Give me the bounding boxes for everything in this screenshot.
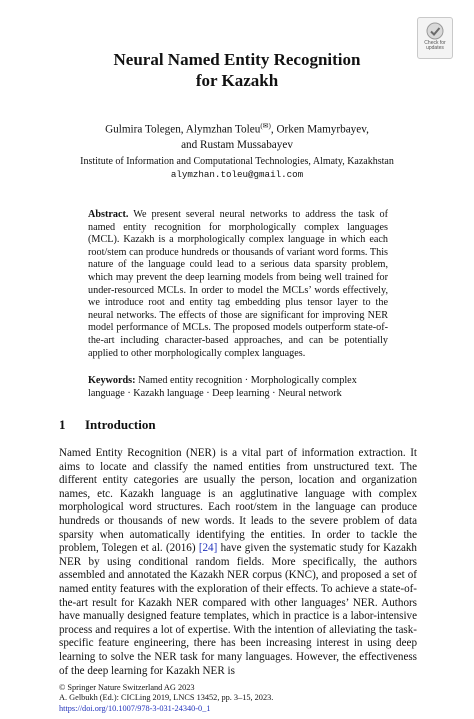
intro-text-1: Named Entity Recognition (NER) is a vital part of information extraction. It aims to locate and classify the named entities from unstructured text. The different entity categories are usually the person, location and organization names, etc. Kazakh language is an agglutinative language with complex morphological word structures. Each root/stem in the language can produce hundreds or thousands of new words. It leads to the severe problem of data sparsity when automatically identifying the entities. In order to tackle the problem, Tolegen et al. (2016) [59, 447, 417, 555]
check-for-updates-icon [425, 21, 445, 41]
paper-title [40, 49, 434, 91]
title-line-1: Neural Named Entity Recognition [113, 50, 361, 69]
author-email[interactable]: alymzhan.toleu@gmail.com [170, 169, 304, 180]
title-line-2: for Kazakh [195, 71, 279, 90]
copyright-line: © Springer Nature Switzerland AG 2023 [59, 683, 195, 692]
intro-text-2: have given the systematic study for Kazakh NER by using conditional random fields. More specifically, the authors assembled and annotated the Kazakh NER corpus (KNC), and proposed a set of named entity features with the exploration of their effects. To achieve a state-of-the-art result for Kazakh NER compared with other languages’ NER. Authors have manually designed feature templates, which in practice is a labor-intensive process and requires a lot of expertise. With the intention of alleviating the task-specific feature engineering, there has been increasing interest in using deep learning to solve the NER task for many languages. However, the effectiveness of the deep learning for Kazakh NER is [59, 542, 417, 677]
keywords-label: Keywords: [88, 375, 136, 386]
authors-names-b: , Orken Mamyrbayev, [270, 123, 369, 136]
authors-names-a: Gulmira Tolegen, Alymzhan Toleu [105, 123, 261, 136]
corresponding-author-mark: (✉) [260, 122, 271, 130]
citation-link[interactable]: [24] [198, 542, 218, 555]
abstract-text: We present several neural networks to address the task of named entity recognition for morphologically complex languages (MCL). Kazakh is a morphologically complex language in which each root/stem can produce hundreds or thousands of variant word forms. This nature of the language could lead to a serious data sparsity problem, which may prevent the deep learning models from being well trained for under-resourced MCLs. In order to model the MCLs’ words effectively, we introduce root and entity tag embedding plus tensor layer to the neural networks. The effects of those are significant for improving NER model performance of MCLs. The proposed models outperform state-of-the-art including character-based approaches, and can be potentially applied to other morphologically complex languages. [88, 209, 388, 359]
doi-link[interactable]: https://doi.org/10.1007/978-3-031-24340-0_1 [59, 703, 211, 713]
copyright-footnote [59, 683, 417, 714]
badge-label-2: updates [426, 45, 444, 51]
institute: Institute of Information and Computational Technologies, Almaty, Kazakhstan [80, 156, 394, 167]
abstract [88, 209, 388, 360]
keywords-text: Named entity recognition · Morphologically complex language · Kazakh language · Deep learning · Neural network [88, 375, 357, 399]
proceedings-line: A. Gelbukh (Ed.): CICLing 2019, LNCS 13452, pp. 3–15, 2023. [59, 693, 274, 703]
abstract-label: Abstract. [88, 209, 129, 220]
section-title: Introduction [85, 417, 156, 432]
affiliation [40, 155, 434, 181]
section-heading [59, 417, 156, 433]
author-list [40, 119, 434, 153]
section-number: 1 [59, 417, 66, 432]
badge-label-1: Check for [424, 40, 446, 46]
keywords [88, 375, 388, 400]
introduction-paragraph [59, 447, 417, 678]
authors-line-1 [40, 119, 434, 138]
authors-line-2: and Rustam Mussabayev [181, 138, 293, 151]
